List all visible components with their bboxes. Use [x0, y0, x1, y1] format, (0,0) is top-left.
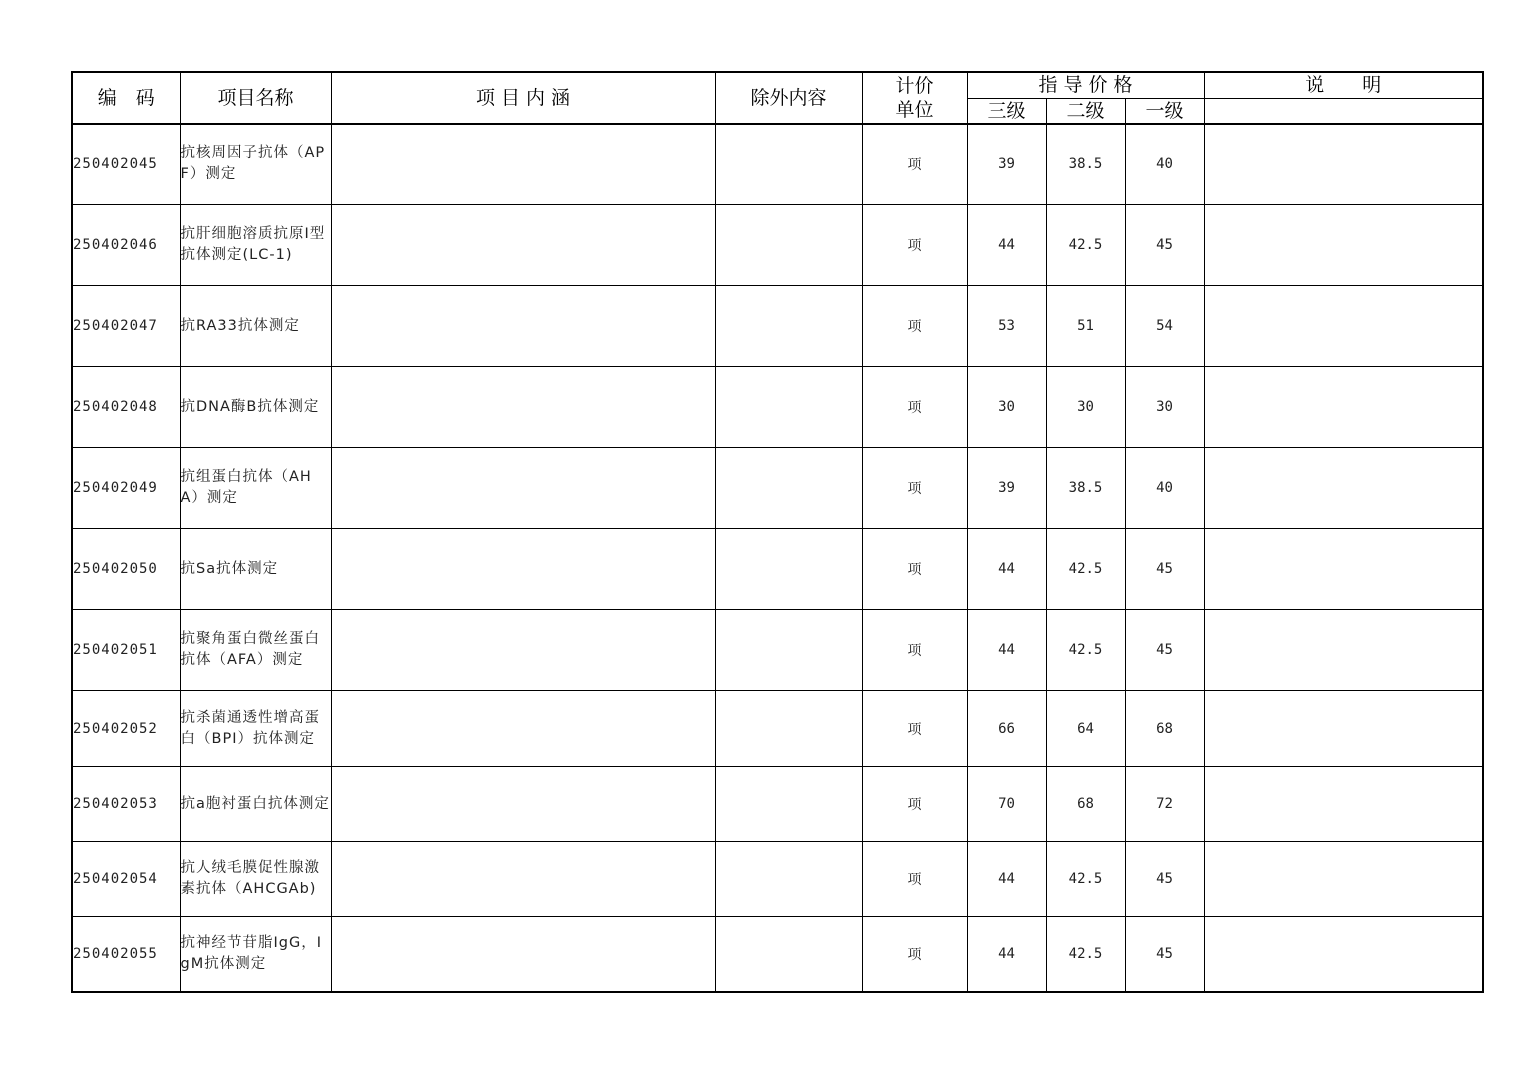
table-row — [72, 767, 1483, 842]
cell-price-level1: 30 — [1125, 367, 1204, 448]
cell-code: 250402054 — [72, 842, 180, 917]
cell-price-level3: 39 — [967, 124, 1046, 205]
cell-excluded — [715, 448, 862, 529]
cell-code: 250402055 — [72, 917, 180, 992]
table-row — [72, 917, 1483, 992]
cell-price-level3: 66 — [967, 691, 1046, 767]
cell-remark — [1204, 917, 1483, 992]
header-level2: 二级 — [1046, 98, 1125, 124]
cell-name: 抗RA33抗体测定 — [180, 286, 331, 367]
cell-name: 抗DNA酶B抗体测定 — [180, 367, 331, 448]
price-table — [71, 71, 1484, 993]
cell-price-level2: 42.5 — [1046, 917, 1125, 992]
cell-excluded — [715, 842, 862, 917]
cell-unit: 项 — [862, 529, 967, 610]
header-unit-line1: 计价 — [895, 74, 934, 97]
cell-price-level1: 45 — [1125, 205, 1204, 286]
cell-name: 抗a胞衬蛋白抗体测定 — [180, 767, 331, 842]
cell-price-level2: 51 — [1046, 286, 1125, 367]
header-unit-line2: 单位 — [895, 98, 934, 121]
cell-code: 250402052 — [72, 691, 180, 767]
cell-price-level2: 64 — [1046, 691, 1125, 767]
cell-content — [331, 767, 715, 842]
cell-unit: 项 — [862, 767, 967, 842]
header-level1: 一级 — [1125, 98, 1204, 124]
cell-excluded — [715, 124, 862, 205]
cell-excluded — [715, 610, 862, 691]
cell-unit: 项 — [862, 691, 967, 767]
cell-excluded — [715, 205, 862, 286]
cell-price-level3: 44 — [967, 917, 1046, 992]
cell-content — [331, 124, 715, 205]
header-name: 项目名称 — [180, 72, 331, 124]
cell-code: 250402049 — [72, 448, 180, 529]
cell-excluded — [715, 917, 862, 992]
cell-price-level1: 45 — [1125, 529, 1204, 610]
cell-price-level3: 44 — [967, 610, 1046, 691]
cell-remark — [1204, 205, 1483, 286]
cell-price-level2: 42.5 — [1046, 842, 1125, 917]
header-code: 编 码 — [72, 72, 180, 124]
cell-remark — [1204, 610, 1483, 691]
cell-name: 抗聚角蛋白微丝蛋白抗体（AFA）测定 — [180, 610, 331, 691]
cell-price-level1: 72 — [1125, 767, 1204, 842]
cell-remark — [1204, 529, 1483, 610]
cell-price-level3: 39 — [967, 448, 1046, 529]
cell-code: 250402053 — [72, 767, 180, 842]
cell-price-level2: 30 — [1046, 367, 1125, 448]
table-row — [72, 367, 1483, 448]
table-row — [72, 448, 1483, 529]
cell-unit: 项 — [862, 124, 967, 205]
cell-price-level1: 68 — [1125, 691, 1204, 767]
cell-unit: 项 — [862, 205, 967, 286]
cell-content — [331, 367, 715, 448]
table-row — [72, 842, 1483, 917]
cell-price-level3: 44 — [967, 529, 1046, 610]
cell-unit: 项 — [862, 286, 967, 367]
cell-price-level2: 42.5 — [1046, 610, 1125, 691]
cell-price-level1: 54 — [1125, 286, 1204, 367]
cell-code: 250402050 — [72, 529, 180, 610]
cell-excluded — [715, 367, 862, 448]
cell-content — [331, 917, 715, 992]
cell-name: 抗人绒毛膜促性腺激素抗体（AHCGAb) — [180, 842, 331, 917]
cell-unit: 项 — [862, 842, 967, 917]
cell-price-level3: 53 — [967, 286, 1046, 367]
cell-content — [331, 529, 715, 610]
cell-remark — [1204, 691, 1483, 767]
cell-price-level1: 40 — [1125, 448, 1204, 529]
cell-excluded — [715, 286, 862, 367]
cell-content — [331, 205, 715, 286]
cell-excluded — [715, 767, 862, 842]
table-row — [72, 124, 1483, 205]
cell-price-level2: 68 — [1046, 767, 1125, 842]
cell-price-level3: 44 — [967, 205, 1046, 286]
cell-unit: 项 — [862, 917, 967, 992]
table-row — [72, 205, 1483, 286]
table-row — [72, 286, 1483, 367]
cell-price-level1: 40 — [1125, 124, 1204, 205]
cell-price-level2: 38.5 — [1046, 124, 1125, 205]
cell-name: 抗组蛋白抗体（AHA）测定 — [180, 448, 331, 529]
cell-price-level1: 45 — [1125, 917, 1204, 992]
cell-code: 250402048 — [72, 367, 180, 448]
cell-unit: 项 — [862, 367, 967, 448]
header-excluded: 除外内容 — [715, 72, 862, 124]
table-row — [72, 529, 1483, 610]
cell-unit: 项 — [862, 448, 967, 529]
cell-price-level1: 45 — [1125, 610, 1204, 691]
cell-remark — [1204, 448, 1483, 529]
header-content: 项 目 内 涵 — [331, 72, 715, 124]
cell-name: 抗神经节苷脂IgG，IgM抗体测定 — [180, 917, 331, 992]
cell-excluded — [715, 691, 862, 767]
header-unit — [862, 72, 967, 124]
cell-content — [331, 448, 715, 529]
cell-content — [331, 286, 715, 367]
cell-price-level3: 44 — [967, 842, 1046, 917]
cell-price-level3: 70 — [967, 767, 1046, 842]
cell-remark — [1204, 767, 1483, 842]
cell-code: 250402051 — [72, 610, 180, 691]
cell-name: 抗杀菌通透性增高蛋白（BPI）抗体测定 — [180, 691, 331, 767]
cell-price-level2: 42.5 — [1046, 205, 1125, 286]
cell-price-level2: 42.5 — [1046, 529, 1125, 610]
header-remark: 说 明 — [1204, 72, 1483, 98]
cell-code: 250402047 — [72, 286, 180, 367]
cell-unit: 项 — [862, 610, 967, 691]
cell-excluded — [715, 529, 862, 610]
cell-content — [331, 610, 715, 691]
cell-code: 250402046 — [72, 205, 180, 286]
cell-name: 抗核周因子抗体（APF）测定 — [180, 124, 331, 205]
cell-name: 抗Sa抗体测定 — [180, 529, 331, 610]
table-row — [72, 691, 1483, 767]
header-remark-blank — [1204, 98, 1483, 124]
cell-code: 250402045 — [72, 124, 180, 205]
cell-price-level1: 45 — [1125, 842, 1204, 917]
cell-content — [331, 691, 715, 767]
header-level3: 三级 — [967, 98, 1046, 124]
header-price-group: 指 导 价 格 — [967, 72, 1204, 98]
cell-price-level2: 38.5 — [1046, 448, 1125, 529]
cell-remark — [1204, 286, 1483, 367]
table-row — [72, 610, 1483, 691]
cell-remark — [1204, 842, 1483, 917]
cell-remark — [1204, 124, 1483, 205]
cell-name: 抗肝细胞溶质抗原I型抗体测定(LC-1) — [180, 205, 331, 286]
cell-remark — [1204, 367, 1483, 448]
cell-price-level3: 30 — [967, 367, 1046, 448]
cell-content — [331, 842, 715, 917]
